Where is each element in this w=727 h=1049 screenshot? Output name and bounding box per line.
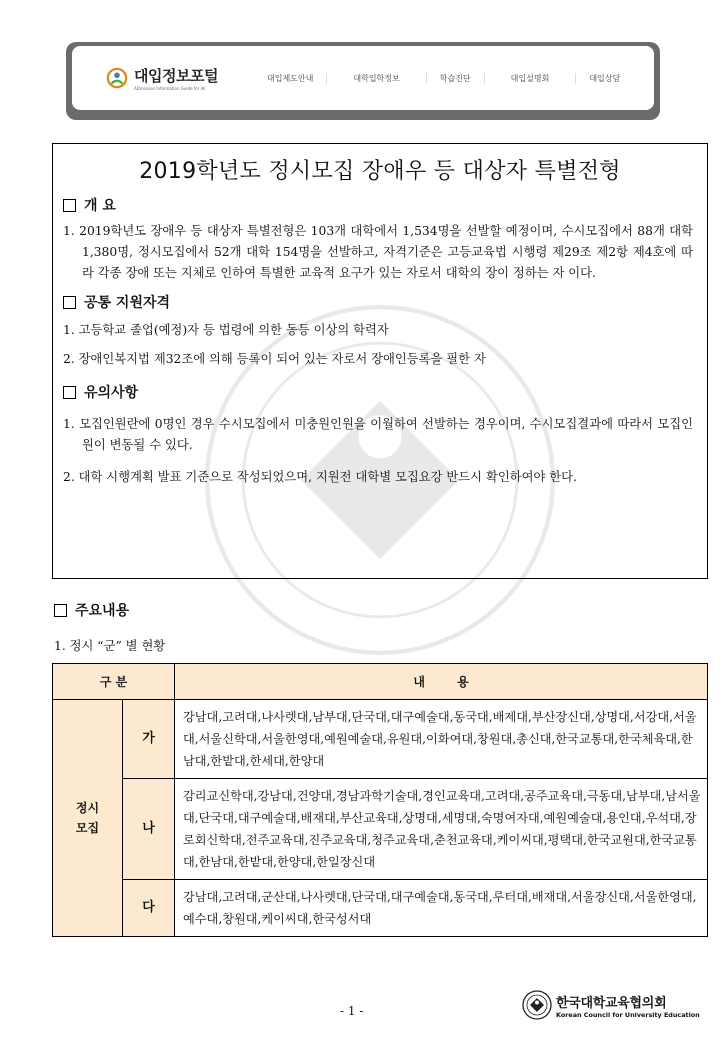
header-banner [72,46,654,110]
checkbox-icon [54,604,67,617]
nav-briefing[interactable]: 대입설명회 [484,73,576,84]
nav-learning-diagnosis[interactable]: 학습진단 [426,73,484,84]
main-content-heading-text: 주요내용 [75,603,130,619]
overview-heading-text: 개 요 [84,198,116,214]
notes-heading-text: 유의사항 [84,385,139,401]
org-name-korean: 한국대학교육협의회 [556,995,667,1011]
table-row-label: 나 [123,779,175,880]
nav-admission-system[interactable]: 대입제도안내 [267,73,314,83]
portal-logo-icon [106,67,128,89]
main-content-heading [54,600,129,620]
table-caption: 1. 정시 “군” 별 현황 [54,639,166,653]
qualification-heading [63,292,707,312]
nav-counseling[interactable]: 대입상담 [575,73,633,84]
overview-heading [63,195,707,215]
page-title: 2019학년도 정시모집 장애우 등 대상자 특별전형 [139,159,621,184]
page-number: - 1 - [340,1004,364,1018]
table-row-label: 다 [123,880,175,937]
qualification-heading-text: 공통 지원자격 [84,295,171,311]
summary-box [52,143,708,579]
table-header-category: 구 분 [53,664,175,700]
table-row-value: 강남대,고려대,군산대,나사렛대,단국대,대구예술대,동국대,루터대,배재대,서울장신대,서울한영대,예수대,창원대,케이씨대,한국성서대 [175,880,708,937]
recruitment-table [52,663,708,937]
checkbox-icon [63,199,76,212]
table-group-label: 정시 모집 [53,700,123,937]
table-header-row [53,664,708,700]
table-header-content: 내 용 [175,664,708,700]
checkbox-icon [63,296,76,309]
notes-item: 2. 대학 시행계획 발표 기준으로 작성되었으며, 지원전 대학별 모집요강 반드시 확인하여야 한다. [63,470,577,484]
table-row-value: 강남대,고려대,나사렛대,남부대,단국대,대구예술대,동국대,배제대,부산장신대,상명대,서강대,서울대,서울신학대,서울한영대,예원예술대,유원대,이화여대,창원대,총신대,한국교통대,한국체육대,한남대,한밭대,한세대,한양대 [175,700,708,779]
table-row-label: 가 [123,700,175,779]
qualification-item: 1. 고등학교 졸업(예정)자 등 법령에 의한 동등 이상의 학력자 [63,323,389,337]
kcue-logo [522,990,700,1020]
nav-university-info[interactable]: 대학입학정보 [326,73,425,84]
org-name-english: Korean Council for University Education [556,1010,700,1019]
qualification-item: 2. 장애인복지법 제32조에 의해 등록이 되어 있는 자로서 장애인등록을 필한 자 [63,352,486,366]
table-row [53,779,708,880]
table-row [53,880,708,937]
kcue-emblem-icon [522,990,552,1020]
table-row-value: 감리교신학대,강남대,건양대,경남과학기술대,경인교육대,고려대,공주교육대,극동대,남부대,남서울대,단국대,대구예술대,배재대,부산교육대,상명대,세명대,숙명여자대,예원예술대,용인대,우석대,장로회신학대,전주교육대,진주교육대,청주교육대,춘천교육대,케이씨대,평택대,한국교원대,한국교통대,한남대,한밭대,한양대,한일장신대 [175,779,708,880]
notes-item: 1. 모집인원란에 0명인 경우 수시모집에서 미충원인원을 이월하여 선발하는 경우이며, 수시모집결과에 따라서 모집인원이 변동될 수 있다. [63,417,693,452]
checkbox-icon [63,386,76,399]
overview-item: 1. 2019학년도 장애우 등 대상자 특별전형은 103개 대학에서 1,534명을 선발할 예정이며, 수시모집에서 88개 대학 1,380명, 정시모집에서 52개 대학 154명을 선발하고, 자격기준은 고등교육법 시행령 제29조 제2항 제4호에 따라 각종 장애 또는 지체로 인하여 특별한 교육적 요구가 있는 자로서 대학의 장이 정하는 자 이다. [63,224,693,280]
logo-title: 대입정보포털 [134,67,218,85]
notes-heading [63,382,707,402]
portal-logo[interactable] [106,65,246,91]
logo-subtitle: ADmission Information Guide for All [134,86,206,91]
top-nav [254,73,633,84]
table-row [53,700,708,779]
